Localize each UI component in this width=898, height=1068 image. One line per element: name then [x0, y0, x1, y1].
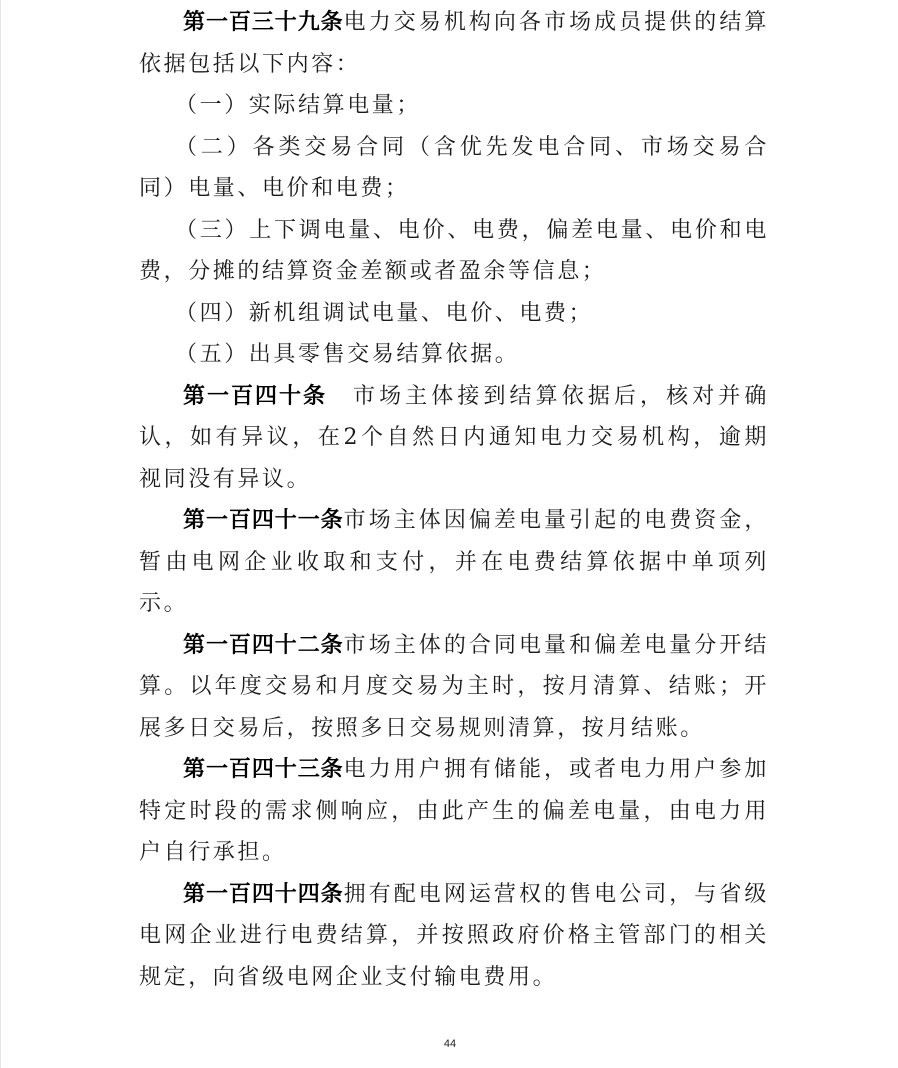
article-139-item-1: （一）实际结算电量；	[175, 93, 422, 118]
article-144-number: 第一百四十四条	[183, 881, 344, 907]
article-141	[139, 500, 769, 625]
article-139-item-5: （五）出具零售交易结算依据。	[175, 342, 520, 367]
article-139-item-3: （三）上下调电量、电价、电费，偏差电量、电价和电费，分摊的结算资金差额或者盈余等信息；	[139, 217, 769, 284]
article-143	[139, 749, 769, 874]
article-139	[139, 2, 769, 85]
article-142	[139, 625, 769, 750]
article-141-number: 第一百四十一条	[183, 508, 344, 533]
article-139-item-2: （二）各类交易合同（含优先发电合同、市场交易合同）电量、电价和电费；	[139, 134, 769, 201]
article-140	[139, 376, 769, 501]
document-body	[139, 2, 769, 998]
article-140-number: 第一百四十条	[183, 383, 327, 409]
page-number: 44	[443, 1038, 457, 1050]
article-139-text: 电力交易机构向各市场成员提供的结算依据包括以下内容：	[139, 10, 769, 77]
article-139-item-4: （四）新机组调试电量、电价、电费；	[175, 300, 594, 326]
article-142-text: 市场主体的合同电量和偏差电量分开结算。以年度交易和月度交易为主时，按月清算、结账；开展多日交易后，按照多日交易规则清算，按月结账。	[139, 632, 769, 741]
article-144-text: 拥有配电网运营权的售电公司，与省级电网企业进行电费结算，并按照政府价格主管部门的相关规定，向省级电网企业支付输电费用。	[139, 881, 769, 990]
article-144	[139, 874, 769, 999]
article-141-text: 市场主体因偏差电量引起的电费资金，暂由电网企业收取和支付，并在电费结算依据中单项列示。	[139, 508, 769, 616]
article-142-number: 第一百四十二条	[183, 632, 344, 658]
article-143-number: 第一百四十三条	[183, 757, 344, 782]
article-143-text: 电力用户拥有储能，或者电力用户参加特定时段的需求侧响应，由此产生的偏差电量，由电力用户自行承担。	[139, 757, 769, 865]
article-139-number: 第一百三十九条	[183, 10, 344, 35]
article-140-text: 市场主体接到结算依据后，核对并确认，如有异议，在2个自然日内通知电力交易机构，逾期视同没有异议。	[139, 383, 769, 492]
